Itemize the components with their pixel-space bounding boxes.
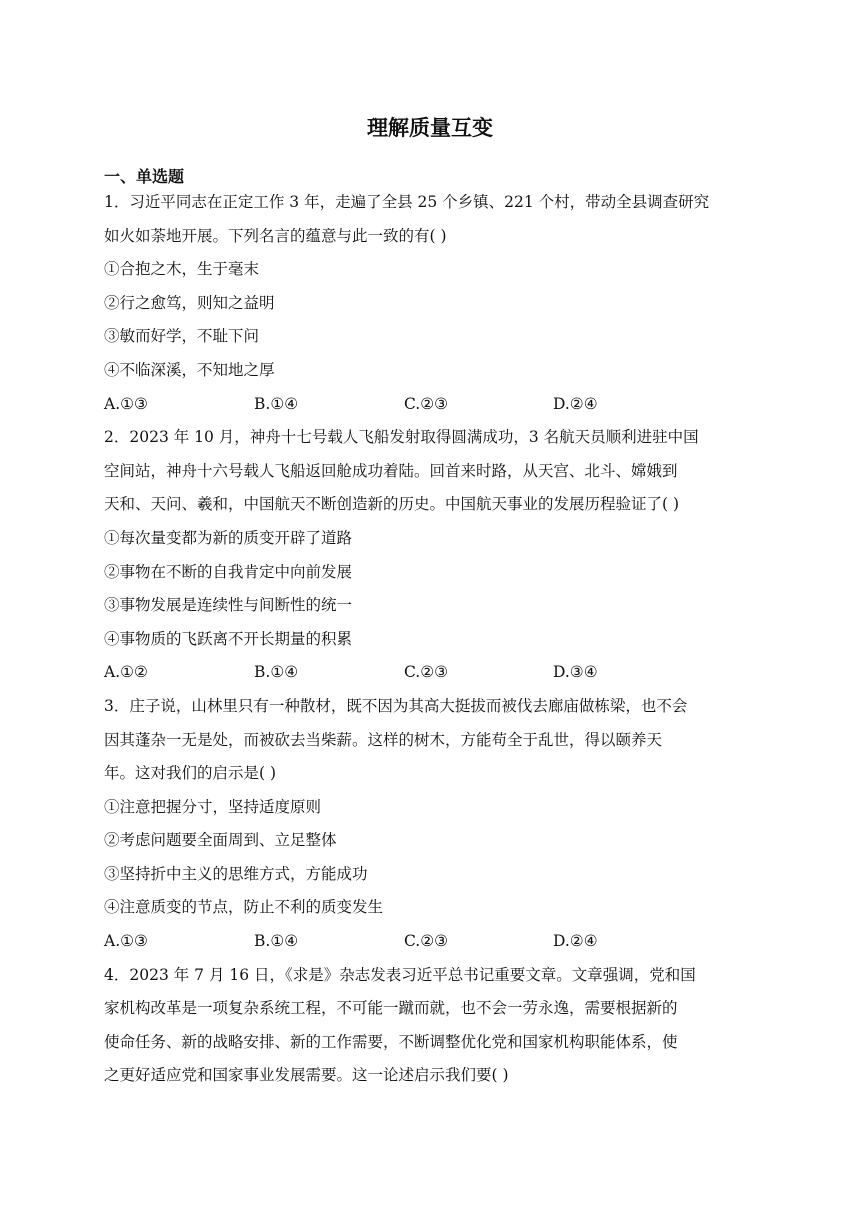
- statement-option: ①每次量变都为新的质变开辟了道路: [104, 528, 353, 547]
- answer-choice-b: B.①④: [254, 663, 299, 682]
- statement-option: ①注意把握分寸，坚持适度原则: [104, 797, 322, 816]
- question-stem-line: 3．庄子说，山林里只有一种散材，既不因为其高大挺拔而被伐去廊庙做栋梁，也不会: [104, 696, 688, 715]
- question-stem-line: 1．习近平同志在正定工作 3 年，走遍了全县 25 个乡镇、221 个村，带动全县调查研究: [104, 193, 710, 211]
- question-stem-line: 天和、天问、羲和，中国航天不断创造新的历史。中国航天事业的发展历程验证了( ): [104, 495, 680, 514]
- question-stem-line: 2．2023 年 10 月，神舟十七号载人飞船发射取得圆满成功，3 名航天员顺利进驻中国: [104, 428, 699, 447]
- answer-choice-c: C.②③: [404, 663, 449, 682]
- statement-option: ④注意质变的节点，防止不利的质变发生: [104, 898, 384, 917]
- statement-option: ③坚持折中主义的思维方式，方能成功: [104, 864, 368, 883]
- answer-choice-c: C.②③: [404, 394, 449, 413]
- statement-option: ②考虑问题要全面周到、立足整体: [104, 831, 337, 850]
- questions-list: [104, 186, 759, 1093]
- question-stem-line: 年。这对我们的启示是( ): [104, 764, 277, 783]
- statement-option: ③事物发展是连续性与间断性的统一: [104, 596, 353, 615]
- statement-option: ②事物在不断的自我肯定中向前发展: [104, 562, 353, 581]
- answer-choice-c: C.②③: [404, 932, 449, 951]
- question-stem-line: 空间站，神舟十六号载人飞船返回舱成功着陆。回首来时路，从天宫、北斗、嫦娥到: [104, 461, 678, 480]
- statement-option: ④不临深溪，不知地之厚: [104, 360, 275, 379]
- statement-option: ④事物质的飞跃离不开长期量的积累: [104, 629, 353, 648]
- question-1: [104, 186, 759, 421]
- section-heading: 一、单选题: [104, 167, 185, 186]
- answer-choices: [104, 388, 759, 422]
- answer-choice-d: D.②④: [553, 394, 598, 413]
- question-stem-line: 使命任务、新的战略安排、新的工作需要，不断调整优化党和国家机构职能体系，使: [104, 1032, 678, 1051]
- answer-choice-d: D.③④: [553, 663, 598, 682]
- answer-choice-a: A.①③: [104, 932, 148, 951]
- answer-choice-b: B.①④: [254, 932, 299, 951]
- question-stem-line: 家机构改革是一项复杂系统工程，不可能一蹴而就，也不会一劳永逸，需要根据新的: [104, 999, 678, 1018]
- question-stem-line: 因其蓬杂一无是处，而被砍去当柴薪。这样的树木，方能苟全于乱世，得以颐养天: [104, 730, 663, 749]
- answer-choice-b: B.①④: [254, 394, 299, 413]
- answer-choices: [104, 656, 759, 690]
- answer-choice-d: D.②④: [553, 932, 598, 951]
- answer-choice-a: A.①③: [104, 394, 148, 413]
- statement-option: ②行之愈笃，则知之益明: [104, 293, 275, 312]
- question-stem-line: 之更好适应党和国家事业发展需要。这一论述启示我们要( ): [104, 1066, 509, 1085]
- page-title: 理解质量互变: [367, 116, 493, 140]
- answer-choices: [104, 925, 759, 959]
- question-4: [104, 959, 759, 1093]
- question-3: [104, 690, 759, 959]
- question-2: [104, 421, 759, 690]
- statement-option: ③敏而好学，不耻下问: [104, 327, 260, 346]
- question-stem-line: 4．2023 年 7 月 16 日，《求是》杂志发表习近平总书记重要文章。文章强调，党和国: [104, 965, 696, 984]
- answer-choice-a: A.①②: [104, 663, 148, 682]
- statement-option: ①合抱之木，生于毫末: [104, 260, 260, 279]
- question-stem-line: 如火如荼地开展。下列名言的蕴意与此一致的有( ): [104, 226, 447, 245]
